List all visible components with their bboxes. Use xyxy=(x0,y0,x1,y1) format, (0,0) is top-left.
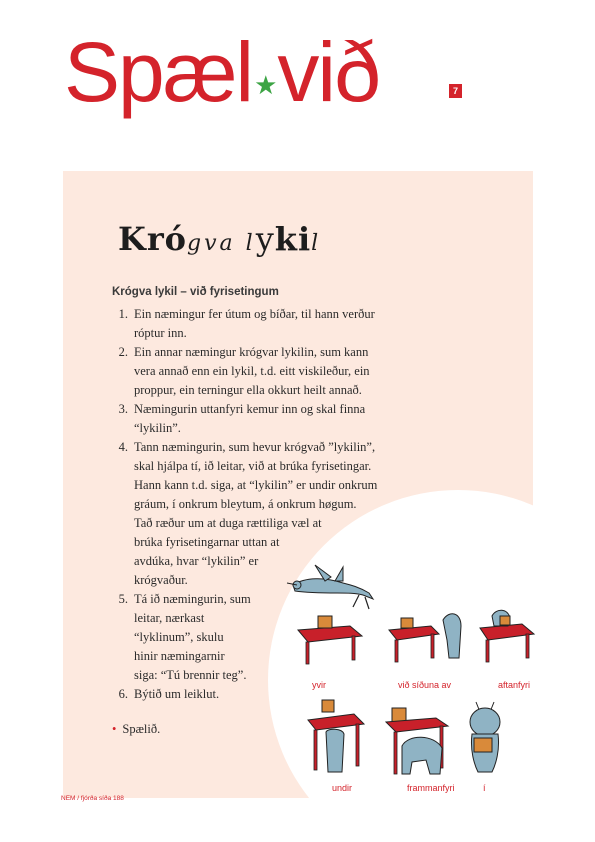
creature-i-illustration xyxy=(462,698,508,778)
bullet-item: • Spælið. xyxy=(112,722,161,736)
table-yvir-illustration xyxy=(296,608,366,668)
table-undir-illustration xyxy=(306,698,368,778)
caption-i: í xyxy=(483,783,486,793)
caption-yvir: yvir xyxy=(312,680,326,690)
table-aftanfyri-illustration xyxy=(478,604,538,668)
bullet-dot-icon: • xyxy=(112,722,117,736)
list-item: 1. Ein næmingur fer útum og bíðar, til hann verður róptur inn. xyxy=(118,307,375,340)
page-title xyxy=(64,25,379,119)
caption-frammanfyri: frammanfyri xyxy=(407,783,455,793)
flying-creature-illustration xyxy=(285,563,383,613)
heading-part: l xyxy=(311,231,322,256)
title-right: við xyxy=(277,25,379,119)
table-frammanfyri-illustration xyxy=(384,704,452,780)
page-number-badge: 7 xyxy=(449,84,462,98)
caption-undir: undir xyxy=(332,783,353,793)
footer-reference: NEM / fjórða síða 188 xyxy=(61,795,124,802)
list-item: 6. Býtið um leiklut. xyxy=(118,687,220,701)
list-item: 4. Tann næmingurin, sum hevur krógvað ”lykilin”, skal hjálpa tí, ið leitar, við at brúka fyrisetingar. Hann kann t.d. siga, at “lykilin” er undir onkrum gráum, í onkrum bleytum, á onkrum høgum. Tað ræður um at duga rættiliga væl at brúka fyrisetingarnar uttan at avdúka, hvar “lykilin” er krógvaður. xyxy=(118,440,378,587)
activity-heading xyxy=(118,220,321,258)
caption-aftanfyri: aftanfyri xyxy=(498,680,531,690)
heading-part: Kró xyxy=(118,220,188,258)
heading-part: y xyxy=(255,220,275,258)
star-icon: ★ xyxy=(254,69,276,100)
table-vid-siduna-av-illustration xyxy=(387,600,467,668)
heading-part: gva l xyxy=(187,231,256,256)
heading-part: ki xyxy=(274,220,312,258)
list-item: 2. Ein annar næmingur krógvar lykilin, sum kann vera annað enn ein lykil, t.d. eitt viskileður, ein proppur, ein terningur ella okkurt heilt annað. xyxy=(118,345,370,397)
list-item: 3. Næmingurin uttanfyri kemur inn og skal finna “lykilin”. xyxy=(118,402,366,435)
title-left: Spæl xyxy=(64,25,253,119)
subheading: Krógva lykil – við fyrisetingum xyxy=(112,286,279,298)
caption-vid-siduna-av: við síðuna av xyxy=(398,680,452,690)
list-item: 5. Tá ið næmingurin, sum leitar, nærkast “lyklinum”, skulu hinir næmingarnir siga: “Tú brennir teg”. xyxy=(118,592,251,682)
